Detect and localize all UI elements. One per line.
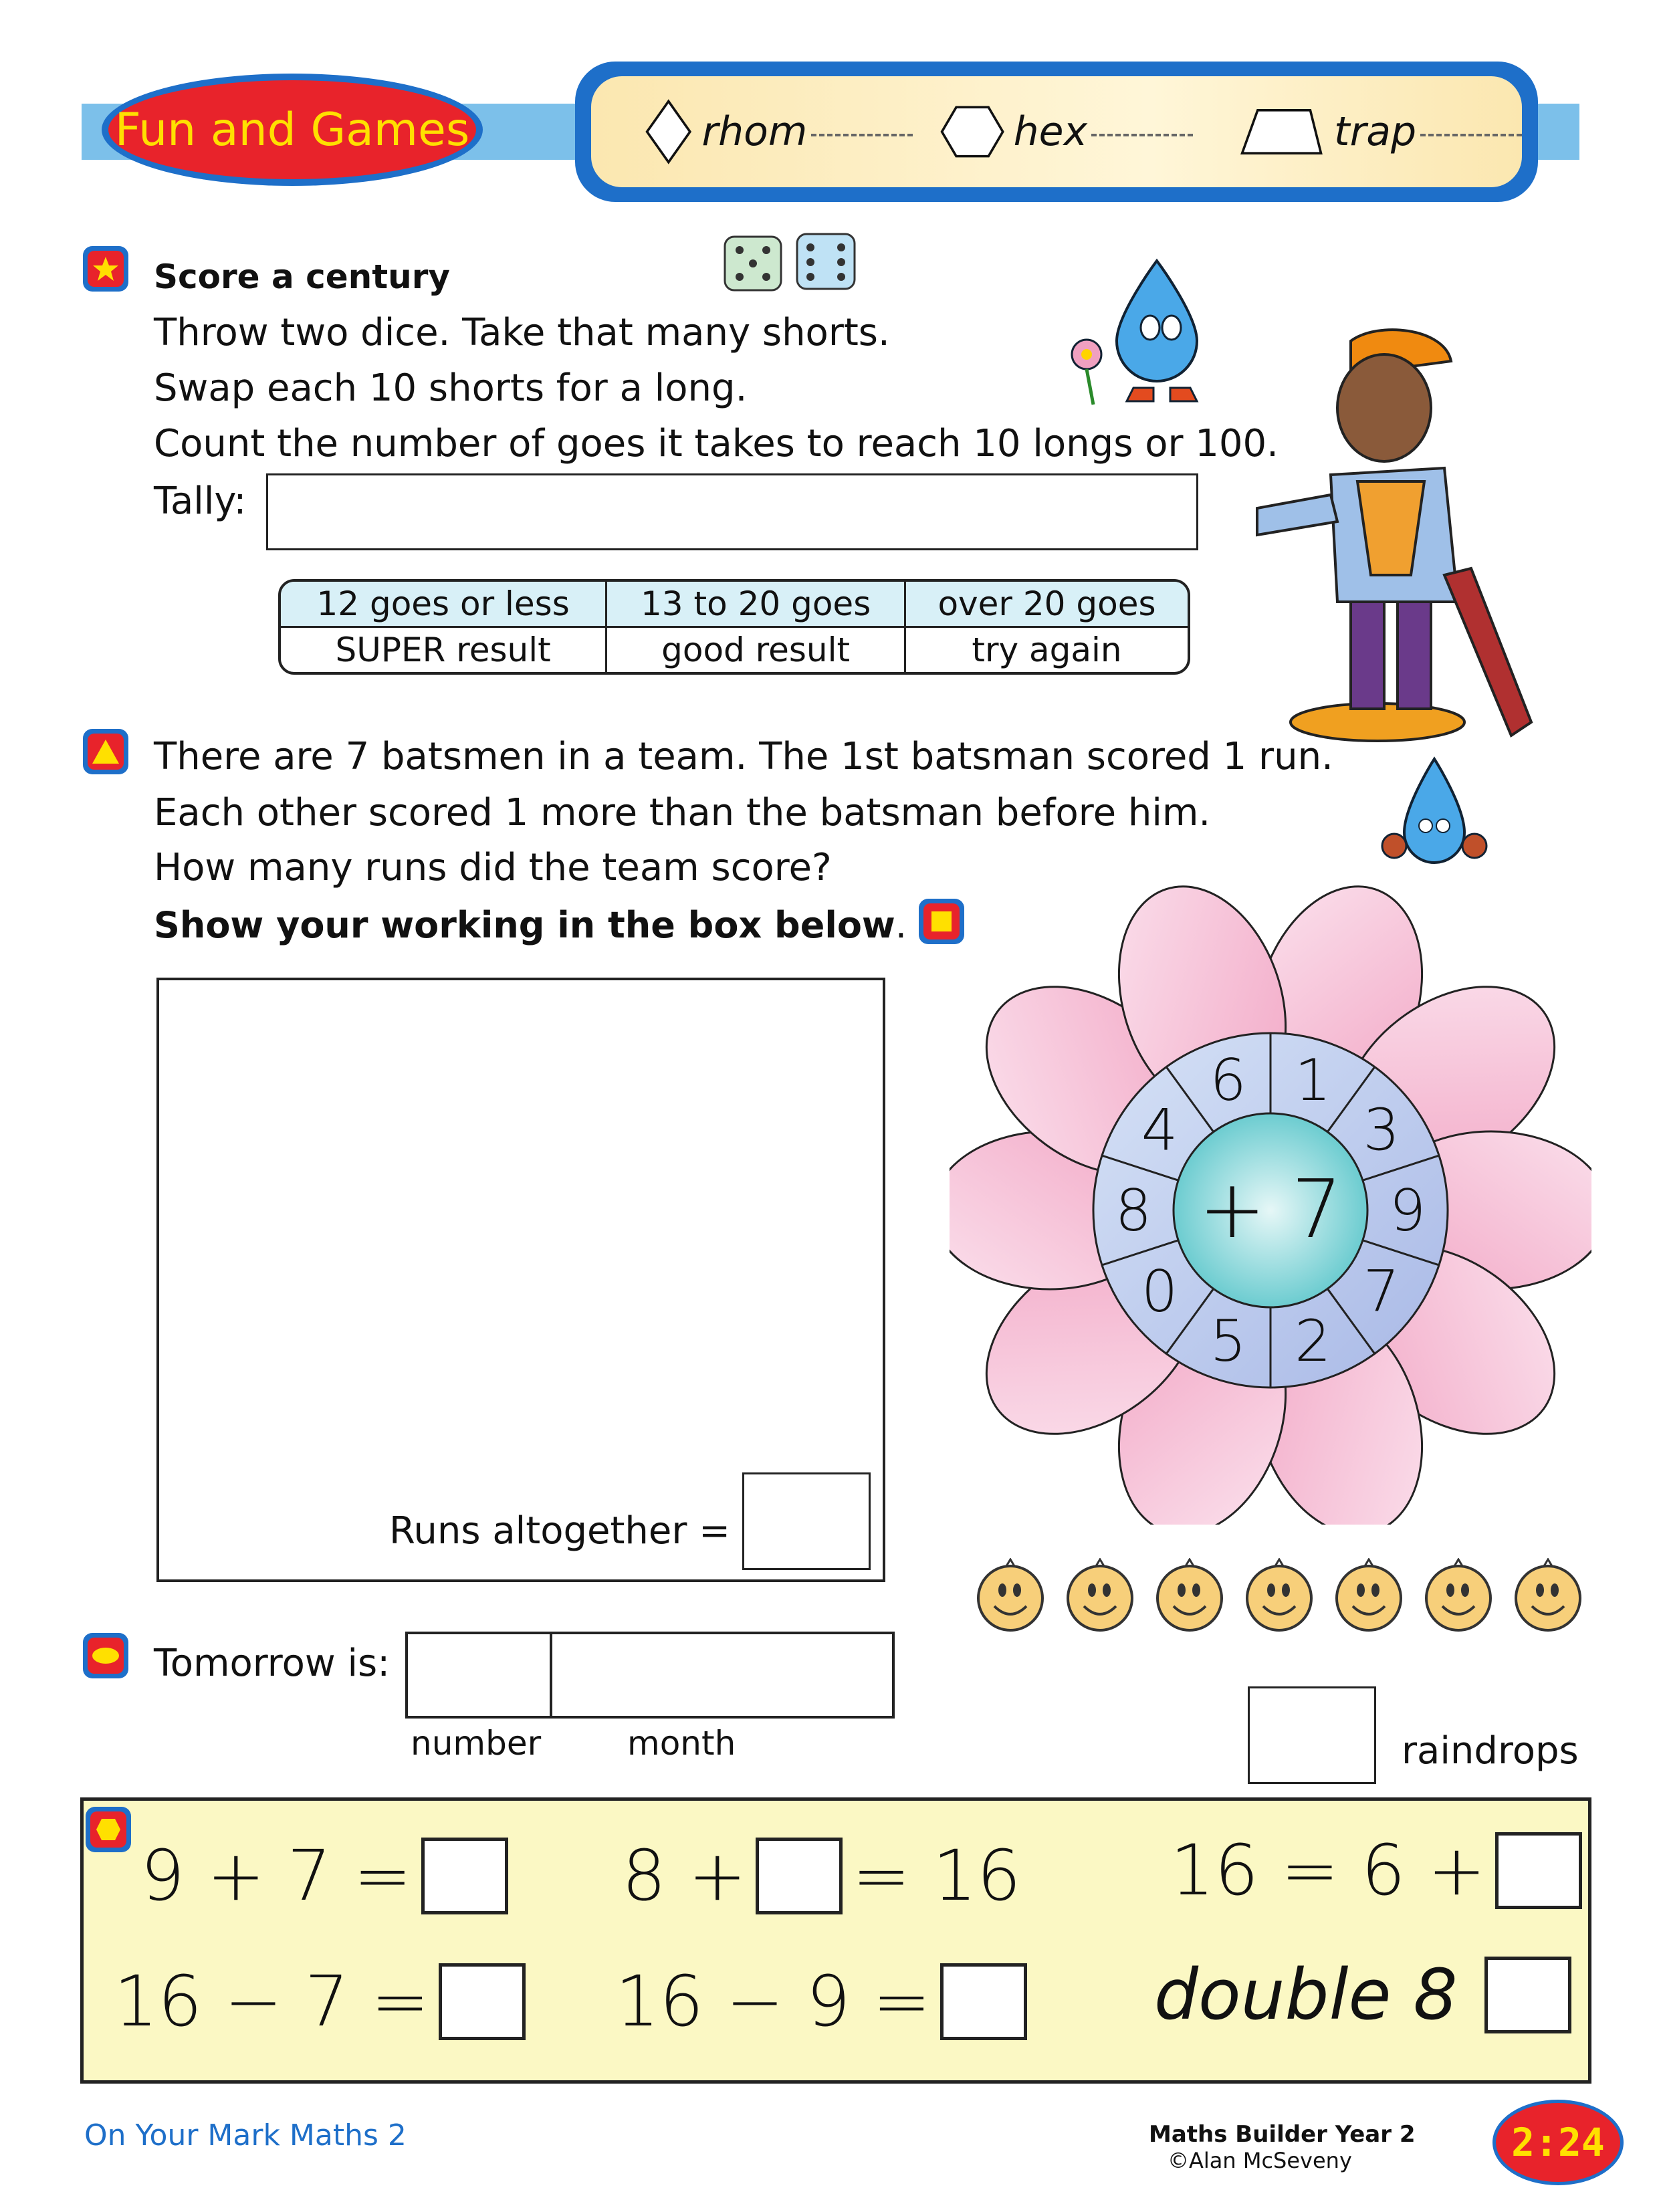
star-task-icon <box>83 246 128 292</box>
flower-number: 5 <box>1210 1307 1247 1375</box>
equation-3-answer-box[interactable] <box>1495 1832 1582 1909</box>
footer-copyright: ©Alan McSeveny <box>1168 2148 1352 2173</box>
flower-number: 2 <box>1294 1307 1331 1375</box>
smiley-icon <box>1063 1558 1137 1633</box>
shape-vocab-inner <box>591 76 1522 187</box>
section2-line-2: Each other scored 1 more than the batsman before him. <box>154 791 1211 835</box>
equation-4 <box>114 1961 526 2042</box>
cricketer-illustration <box>1244 321 1565 749</box>
raindrops-label: raindrops <box>1402 1729 1579 1773</box>
smiley-icon <box>1331 1558 1406 1633</box>
equation-5-answer-box[interactable] <box>940 1963 1027 2040</box>
section2-instruction <box>154 904 907 946</box>
page-number-badge <box>1492 2100 1624 2185</box>
equation-1-left: 9 + 7 = <box>140 1835 412 1916</box>
equation-2-answer-box[interactable] <box>756 1838 843 1914</box>
footer-book: Maths Builder Year 2 <box>1149 2121 1416 2148</box>
oval-task-icon <box>83 1633 128 1678</box>
instruction-period: . <box>895 904 907 946</box>
trap-label: trap <box>1334 108 1417 155</box>
flower-number: 9 <box>1389 1178 1426 1244</box>
section1-line-3: Count the number of goes it takes to reach 10 longs or 100. <box>154 422 1279 465</box>
table-header: 13 to 20 goes <box>607 582 906 628</box>
raindrops-answer-box[interactable] <box>1248 1686 1376 1784</box>
flower-number: 1 <box>1294 1047 1331 1115</box>
equation-2 <box>622 1835 1021 1916</box>
small-raindrop-icon <box>1377 746 1491 879</box>
flower-number: 8 <box>1115 1178 1152 1244</box>
table-header: 12 goes or less <box>281 582 607 628</box>
instruction-bold: Show your working in the box below <box>154 904 895 946</box>
flower-number: 6 <box>1210 1047 1247 1115</box>
flower-center: + 7 <box>1198 1164 1343 1256</box>
smiley-icon <box>1421 1558 1496 1633</box>
equation-5-left: 16 − 9 = <box>615 1961 931 2042</box>
section2-line-3: How many runs did the team score? <box>154 846 832 889</box>
smiley-icon <box>1242 1558 1317 1633</box>
section1-line-2: Swap each 10 shorts for a long. <box>154 366 748 410</box>
smiley-icon <box>1511 1558 1585 1633</box>
number-caption: number <box>411 1724 542 1763</box>
equation-5 <box>615 1961 1027 2042</box>
tally-label: Tally: <box>154 479 247 523</box>
addition-flower <box>950 883 1591 1525</box>
hexagon-task-icon <box>86 1807 131 1852</box>
section2-line-1: There are 7 batsmen in a team. The 1st batsman scored 1 run. <box>154 735 1333 778</box>
rhombus-icon <box>645 95 692 169</box>
runs-answer-box[interactable] <box>742 1472 871 1570</box>
smiley-icon <box>1152 1558 1227 1633</box>
equation-3-left: 16 = 6 + <box>1170 1830 1486 1911</box>
equation-2-left: 8 + <box>622 1835 747 1916</box>
runs-altogether-label: Runs altogether = <box>389 1509 731 1553</box>
raindrop-mascot-icon <box>1057 254 1244 408</box>
section1-line-1: Throw two dice. Take that many shorts. <box>154 311 890 354</box>
flower-number: 4 <box>1141 1097 1178 1164</box>
table-cell: good result <box>607 628 906 672</box>
trapezium-icon <box>1240 105 1323 158</box>
tomorrow-month-box[interactable] <box>550 1632 895 1719</box>
triangle-task-icon <box>83 729 128 774</box>
table-cell: try again <box>972 631 1122 669</box>
table-cell: SUPER result <box>281 628 607 672</box>
tomorrow-number-box[interactable] <box>405 1632 552 1719</box>
equation-4-answer-box[interactable] <box>439 1963 526 2040</box>
page-title: Fun and Games <box>114 103 470 156</box>
section1-heading: Score a century <box>154 257 451 296</box>
equation-1 <box>140 1835 508 1916</box>
hexagon-icon <box>939 102 1005 162</box>
hex-blank[interactable] <box>1091 127 1193 136</box>
title-badge-inner <box>108 80 476 179</box>
month-caption: month <box>627 1724 736 1763</box>
equation-1-answer-box[interactable] <box>421 1838 508 1914</box>
rhom-label: rhom <box>701 108 808 155</box>
equation-2-right: = 16 <box>852 1835 1021 1916</box>
tomorrow-label: Tomorrow is: <box>154 1642 391 1685</box>
equation-6-answer-box[interactable] <box>1484 1957 1571 2033</box>
equation-4-left: 16 − 7 = <box>114 1961 429 2042</box>
equation-6 <box>1154 1954 1571 2035</box>
flower-number: 0 <box>1141 1258 1178 1325</box>
equation-6-left: double 8 <box>1154 1954 1458 2035</box>
trap-blank[interactable] <box>1420 127 1522 136</box>
flower-number: 3 <box>1363 1097 1400 1164</box>
equation-3 <box>1170 1830 1582 1911</box>
tally-box[interactable] <box>266 473 1198 550</box>
smiley-icon <box>973 1558 1048 1633</box>
raindrop-faces-row <box>973 1558 1585 1633</box>
hex-label: hex <box>1013 108 1088 155</box>
results-table <box>278 579 1190 675</box>
page-number: 2:24 <box>1511 2120 1605 2165</box>
flower-number: 7 <box>1363 1258 1400 1325</box>
dice-icon <box>721 229 868 296</box>
footer-series: On Your Mark Maths 2 <box>84 2118 407 2152</box>
rhom-blank[interactable] <box>811 127 913 136</box>
table-header: over 20 goes <box>906 582 1188 628</box>
